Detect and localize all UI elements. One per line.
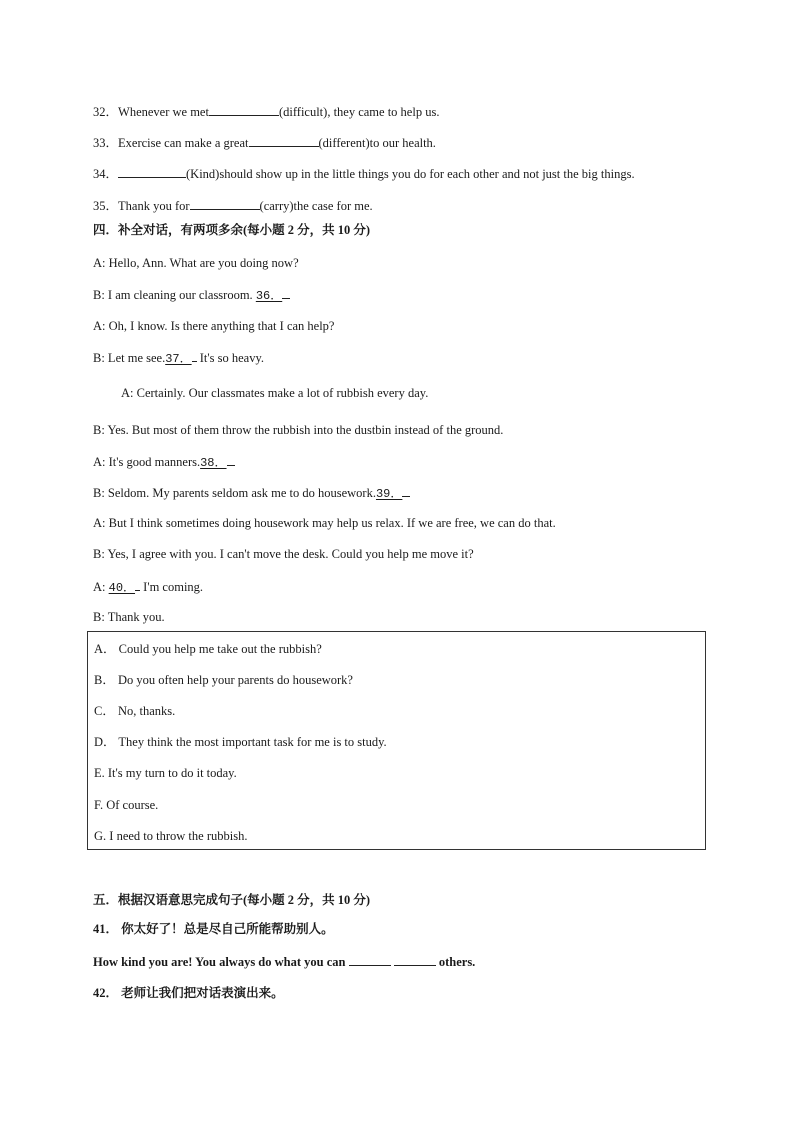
question-number: 35． [93, 199, 119, 213]
question-text-before: Thank you for [118, 199, 190, 213]
dialogue-text: B: Let me see. [93, 351, 166, 365]
dialogue-line [93, 578, 203, 596]
option-b: B． Do you often help your parents do housework? [94, 673, 353, 687]
option-c: C． No, thanks. [94, 704, 176, 718]
dialogue-blank-40[interactable]: 40． [108, 581, 136, 595]
option-e: E. It's my turn to do it today. [94, 766, 237, 780]
answer-blank-1[interactable] [349, 953, 391, 966]
question-number: 34． [93, 167, 119, 181]
option-d: D． They think the most important task for me is to study. [94, 735, 387, 749]
question-34 [93, 165, 635, 182]
question-text-before: How kind you are! You always do what you can [93, 955, 346, 969]
dialogue-blank-39[interactable]: 39． [375, 487, 403, 501]
dialogue-line [93, 453, 235, 471]
dialogue-text: B: Thank you. [93, 610, 165, 624]
dialogue-line [93, 546, 474, 562]
question-32 [93, 103, 439, 120]
question-text-after: (different)to our health. [318, 136, 436, 150]
question-text-after: (carry)the case for me. [259, 199, 373, 213]
dialogue-blank-38[interactable]: 38． [200, 456, 227, 470]
blank-underline [282, 286, 290, 299]
question-text-after: others. [438, 955, 476, 969]
dialogue-line [93, 609, 165, 625]
question-33 [93, 134, 436, 151]
question-text-after: (Kind)should show up in the little things you do for each other and not just the big things. [186, 167, 635, 181]
question-41-chinese: 41． 你太好了！总是尽自己所能帮助别人。 [93, 922, 334, 936]
dialogue-text: A: It's good manners. [93, 455, 201, 469]
dialogue-text: B: Yes, I agree with you. I can't move the desk. Could you help me move it? [93, 547, 474, 561]
option-a: A． Could you help me take out the rubbish? [94, 642, 322, 656]
question-35 [93, 197, 373, 214]
question-text-after: (difficult), they came to help us. [278, 105, 440, 119]
dialogue-line [93, 255, 299, 271]
section-5-title: 五．根据汉语意思完成句子(每小题 2 分，共 10 分) [93, 893, 371, 907]
dialogue-line [93, 422, 503, 438]
answer-blank[interactable] [118, 165, 186, 178]
blank-underline [227, 453, 235, 466]
dialogue-text: A: Hello, Ann. What are you doing now? [93, 256, 299, 270]
dialogue-text: B: Yes. But most of them throw the rubbish into the dustbin instead of the ground. [93, 423, 504, 437]
question-42-chinese: 42． 老师让我们把对话表演出来。 [93, 986, 284, 1000]
answer-blank[interactable] [190, 197, 260, 210]
dialogue-line [93, 318, 334, 334]
dialogue-text: B: I am cleaning our classroom. [93, 288, 256, 302]
question-number: 33． [93, 136, 119, 150]
dialogue-text-after: It's so heavy. [196, 351, 265, 365]
answer-blank[interactable] [249, 134, 319, 147]
option-f: F. Of course. [94, 798, 159, 812]
dialogue-line [93, 286, 290, 304]
dialogue-line [93, 484, 410, 502]
answer-blank[interactable] [209, 103, 279, 116]
question-number: 32． [93, 105, 119, 119]
section-4-title: 四．补全对话，有两项多余(每小题 2 分，共 10 分) [93, 223, 371, 237]
answer-blank-2[interactable] [394, 953, 436, 966]
question-text-before: Exercise can make a great [118, 136, 249, 150]
option-g: G. I need to throw the rubbish. [94, 829, 248, 843]
dialogue-text: A: Certainly. Our classmates make a lot of rubbish every day. [121, 386, 429, 400]
dialogue-blank-37[interactable]: 37． [165, 352, 192, 366]
dialogue-text: A: [93, 580, 109, 594]
dialogue-text: A: Oh, I know. Is there anything that I can help? [93, 319, 335, 333]
dialogue-blank-36[interactable]: 36． [255, 289, 283, 303]
dialogue-text-after: I'm coming. [140, 580, 204, 594]
dialogue-text: A: But I think sometimes doing housework may help us relax. If we are free, we can do that. [93, 516, 556, 530]
options-box [87, 631, 706, 850]
dialogue-line [93, 349, 264, 367]
question-text-before: Whenever we met [118, 105, 209, 119]
blank-underline [402, 484, 410, 497]
dialogue-line [93, 515, 556, 531]
question-41-english [93, 953, 475, 970]
dialogue-text: B: Seldom. My parents seldom ask me to do housework. [93, 486, 376, 500]
dialogue-line [121, 385, 428, 401]
